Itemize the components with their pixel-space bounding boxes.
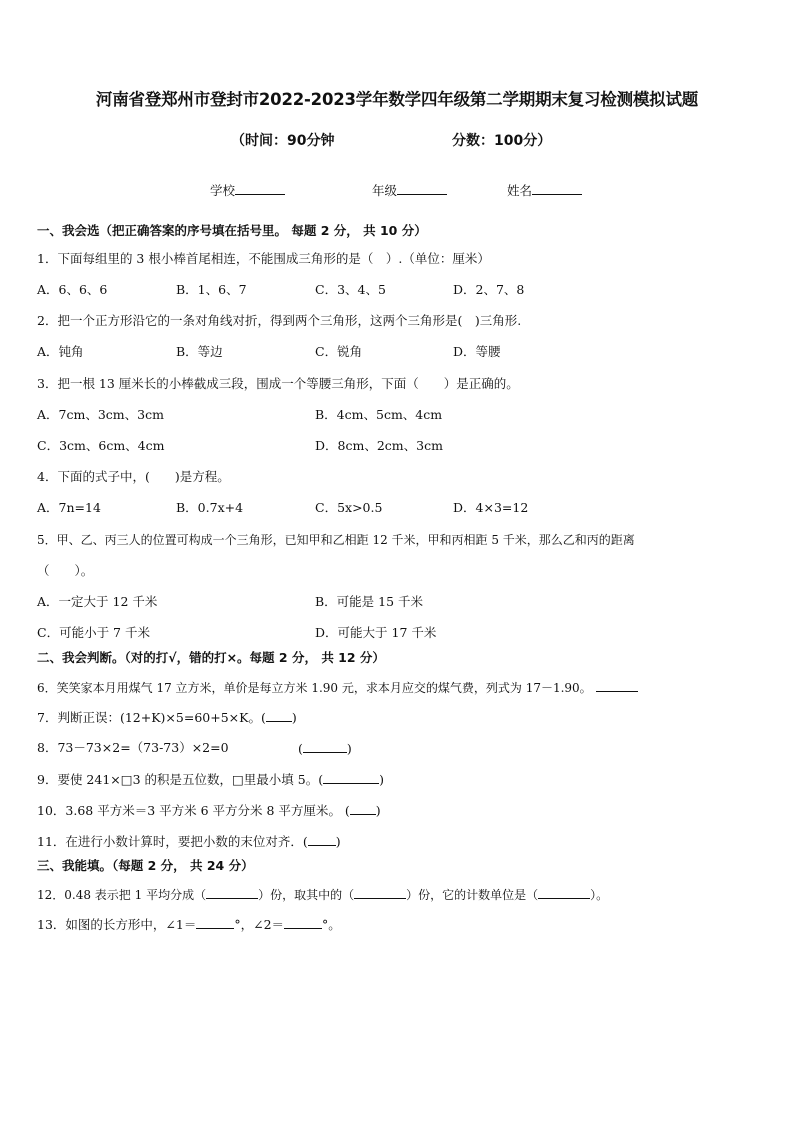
exam-title: 河南省登郑州市登封市2022-2023学年数学四年级第二学期期末复习检测模拟试题	[95, 90, 699, 109]
q5-option-c[interactable]: C．可能小于 7 千米	[37, 625, 150, 640]
q3-option-c[interactable]: C．3cm、6cm、4cm	[37, 438, 165, 453]
name-label: 姓名	[507, 183, 533, 198]
q7-text: 7．判断正误：(12+K)×5=60+5×K。(	[37, 710, 266, 725]
q12-text-a: 12．0.48 表示把 1 平均分成（	[37, 888, 207, 902]
q8-close: )	[346, 741, 352, 756]
section2-heading: 二、我会判断。（对的打√，错的打×。每题 2 分， 共 12 分）	[37, 650, 385, 665]
name-blank[interactable]	[532, 182, 582, 195]
q12-text-d: ）。	[590, 888, 609, 902]
grade-label: 年级	[372, 183, 398, 198]
q13-blank-angle1[interactable]	[196, 916, 234, 929]
q10-answer-blank[interactable]	[350, 802, 376, 815]
question-9	[37, 771, 384, 788]
q1-option-c[interactable]: C．3、4、5	[315, 282, 386, 297]
q11-close: )	[335, 834, 341, 849]
q5-option-a[interactable]: A．一定大于 12 千米	[37, 594, 158, 609]
q9-close: )	[379, 772, 384, 787]
grade-blank[interactable]	[397, 182, 447, 195]
q13-text-c: °。	[322, 917, 341, 932]
question-5-blank: （ ）。	[37, 563, 94, 578]
q3-option-b[interactable]: B．4cm、5cm、4cm	[315, 407, 443, 422]
q4-option-c[interactable]: C．5x>0.5	[315, 500, 383, 515]
q10-text: 10．3.68 平方米＝3 平方米 6 平方分米 8 平方厘米。 (	[37, 803, 350, 818]
question-3: 3．把一根 13 厘米长的小棒截成三段，围成一个等腰三角形，下面（ ）是正确的。	[37, 376, 519, 391]
q8-open: (	[298, 741, 303, 756]
question-12	[37, 886, 608, 903]
q10-close: )	[375, 803, 381, 818]
q3-option-d[interactable]: D．8cm、2cm、3cm	[315, 438, 443, 453]
question-10	[37, 802, 381, 819]
question-8	[37, 740, 229, 756]
q12-text-b: ）份，取其中的（	[258, 888, 355, 902]
q12-blank-3[interactable]	[538, 886, 590, 899]
q9-text: 9．要使 241×□3 的积是五位数，□里最小填 5。(	[37, 772, 324, 787]
q8-text: 8．73－73×2=（73-73）×2=0	[37, 740, 229, 755]
school-blank[interactable]	[235, 182, 285, 195]
q11-answer-blank[interactable]	[308, 833, 336, 846]
q7-answer-blank[interactable]	[266, 709, 292, 722]
exam-time: （时间：90分钟	[231, 133, 335, 149]
question-7	[37, 709, 297, 726]
q6-answer-blank[interactable]	[596, 679, 638, 692]
q13-text-a: 13．如图的长方形中，∠1＝	[37, 917, 197, 932]
school-label: 学校	[210, 183, 236, 198]
name-field	[507, 181, 582, 199]
section3-heading: 三、我能填。（每题 2 分， 共 24 分）	[37, 858, 254, 873]
section1-heading: 一、我会选（把正确答案的序号填在括号里。 每题 2 分， 共 10 分）	[37, 223, 427, 238]
q13-blank-angle2[interactable]	[284, 916, 322, 929]
q1-option-b[interactable]: B．1、6、7	[176, 282, 247, 297]
q11-text: 11．在进行小数计算时，要把小数的末位对齐．(	[37, 834, 308, 849]
question-11	[37, 833, 341, 850]
q13-text-b: °，∠2＝	[234, 917, 285, 932]
q7-close: )	[291, 710, 297, 725]
question-5: 5．甲、乙、丙三人的位置可构成一个三角形，已知甲和乙相距 12 千米，甲和丙相距 5 千米，那么乙和丙的距离	[37, 533, 635, 547]
q12-text-c: ）份，它的计数单位是（	[406, 888, 539, 902]
q4-option-b[interactable]: B．0.7x+4	[176, 500, 244, 515]
question-4: 4．下面的式子中，( )是方程。	[37, 469, 230, 484]
question-6	[37, 679, 638, 696]
q8-answer	[298, 740, 352, 757]
q1-option-d[interactable]: D．2、7、8	[453, 282, 525, 297]
q12-blank-2[interactable]	[354, 886, 406, 899]
q5-option-d[interactable]: D．可能大于 17 千米	[315, 625, 437, 640]
school-field	[210, 181, 285, 199]
grade-field	[372, 181, 447, 199]
q2-option-d[interactable]: D．等腰	[453, 344, 501, 359]
q4-option-a[interactable]: A．7n=14	[37, 500, 101, 515]
q6-text: 6．笑笑家本月用煤气 17 立方米，单价是每立方米 1.90 元，求本月应交的煤气费，列式为 17－1.90。	[37, 681, 592, 695]
q1-option-a[interactable]: A．6、6、6	[37, 282, 108, 297]
question-13	[37, 916, 341, 933]
q4-option-d[interactable]: D．4×3=12	[453, 500, 529, 515]
q2-option-c[interactable]: C．锐角	[315, 344, 363, 359]
q2-option-b[interactable]: B．等边	[176, 344, 223, 359]
q2-option-a[interactable]: A．钝角	[37, 344, 84, 359]
exam-score: 分数：100分）	[452, 133, 552, 149]
q5-option-b[interactable]: B．可能是 15 千米	[315, 594, 424, 609]
q9-answer-blank[interactable]	[323, 771, 379, 784]
q3-option-a[interactable]: A．7cm、3cm、3cm	[37, 407, 164, 422]
question-2: 2．把一个正方形沿它的一条对角线对折，得到两个三角形，这两个三角形是( )三角形.	[37, 313, 522, 328]
q12-blank-1[interactable]	[206, 886, 258, 899]
q8-answer-blank[interactable]	[303, 740, 347, 753]
question-1: 1．下面每组里的 3 根小棒首尾相连，不能围成三角形的是（ ）.（单位：厘米）	[37, 251, 490, 266]
